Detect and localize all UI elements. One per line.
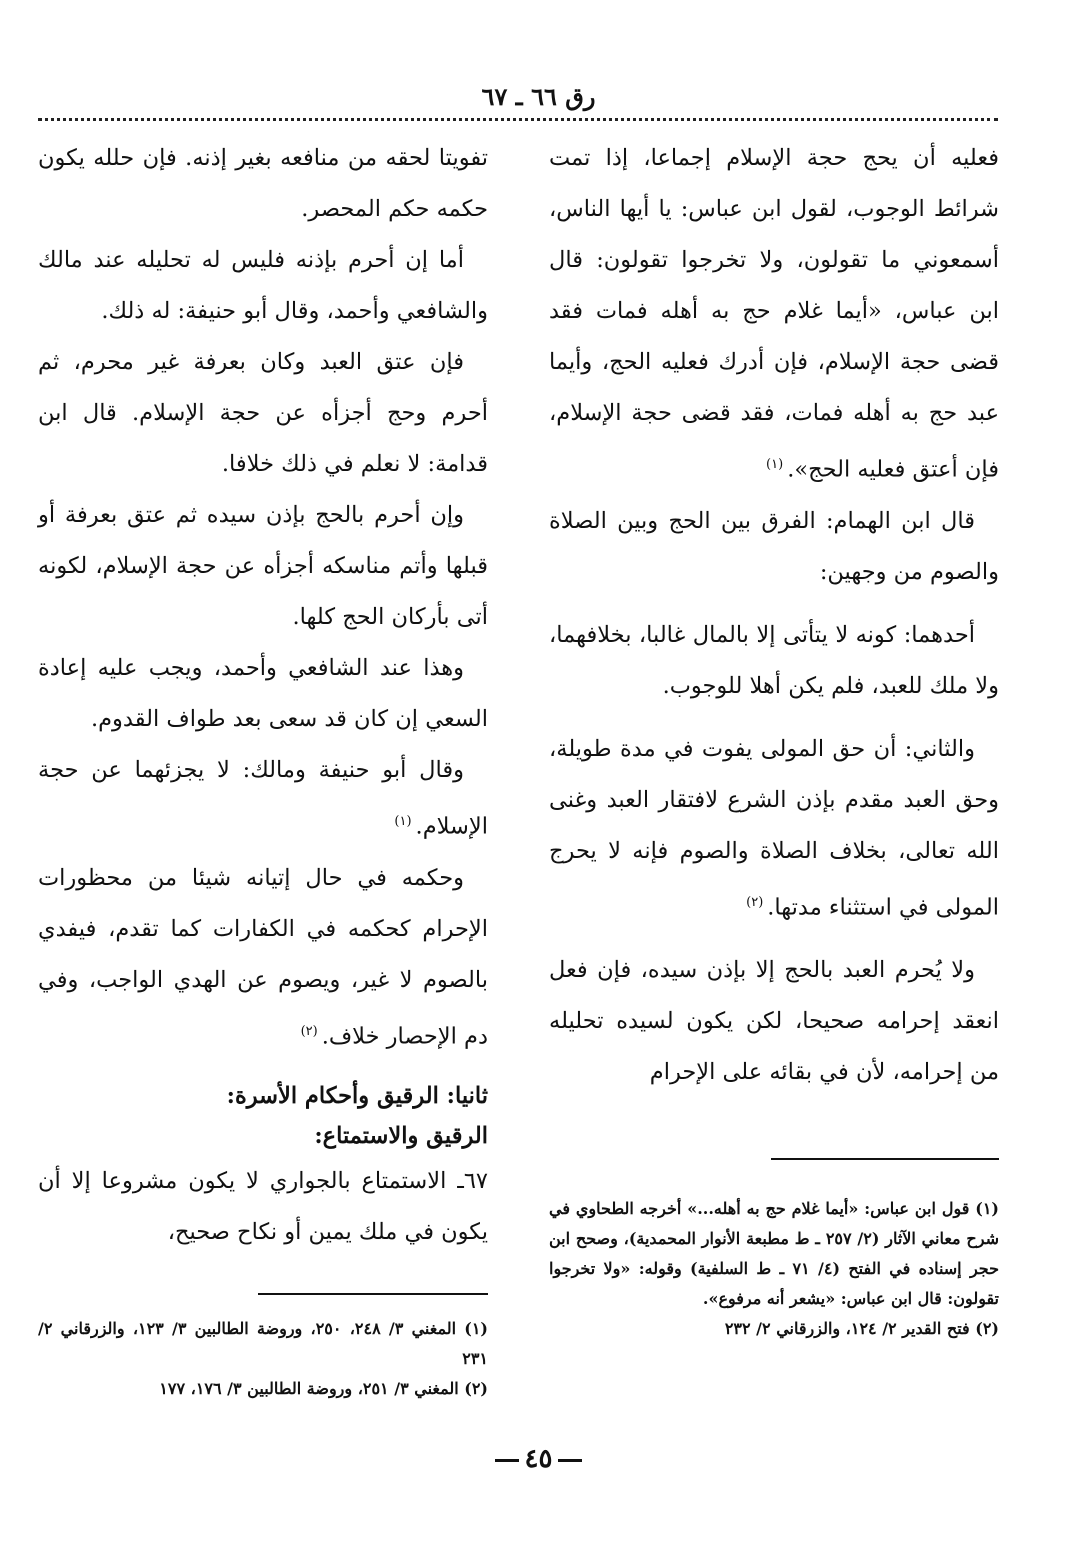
footnote-mark: (١)	[394, 814, 412, 829]
footnote-mark: (٢)	[746, 894, 764, 910]
footnote: (٢) المغني ٣/ ٢٥١، وروضة الطالبين ٣/ ١٧٦، ١٧٧	[159, 1379, 488, 1398]
paragraph: وهذا عند الشافعي وأحمد، ويجب عليه إعادة السعي إن كان قد سعى بعد طواف القدوم.	[38, 655, 488, 732]
footnote-mark: (٢)	[300, 1023, 318, 1039]
right-column	[549, 133, 999, 1098]
page-number	[0, 1444, 1077, 1474]
paragraph: أما إن أحرم بإذنه فليس له تحليله عند مالك والشافعي وأحمد، وقال أبو حنيفة: له ذلك.	[38, 247, 488, 324]
dash-decoration	[495, 1459, 519, 1462]
footnote: (١) المغني ٣/ ٢٤٨، ٢٥٠، وروضة الطالبين ٣/ ١٢٣، والزرقاني ٢/ ٢٣١	[38, 1319, 488, 1368]
paragraph: تفويتا لحقه من منافعه بغير إذنه. فإن حلله يكون حكمه حكم المحصر.	[38, 145, 488, 222]
running-title: رق ٦٦ ـ ٦٧	[481, 82, 596, 111]
section-heading: ثانيا: الرقيق وأحكام الأسرة:	[226, 1083, 488, 1109]
left-column	[38, 133, 488, 1258]
footnote-rule	[771, 1158, 999, 1160]
footnote: (٢) فتح القدير ٢/ ١٢٤، والزرقاني ٢/ ٢٣٢	[724, 1319, 999, 1338]
paragraph: ولا يُحرم العبد بالحج إلا بإذن سيده، فإن فعل انعقد إحرامه صحيحا، لكن يكون لسيده تحليله من إحرامه، لأن في بقائه على الإحرام	[549, 957, 999, 1085]
header-dotted-rule	[38, 118, 998, 121]
paragraph	[38, 853, 488, 1063]
footnote: (١) قول ابن عباس: «أيما غلام حج به أهله...» أخرجه الطحاوي في شرح معاني الآثار (٢/ ٢٥٧ ـ ط مطبعة الأنوار المحمدية)، وصحح ابن حجر إسناده في الفتح (٤/ ٧١ ـ ط السلفية) وقوله: «ولا تخرجوا تقولون: قال ابن عباس: «يشعر أنه مرفوع».	[549, 1199, 1000, 1308]
paragraph	[38, 745, 488, 853]
paragraph-text: وحكمه في حال إتيانه شيئا من محظورات الإحرام كحكمه في الكفارات كما تقدم، فيفدي بالصوم لا غير، ويصوم عن الهدي الواجب، وفي دم الإحصار خلاف.	[38, 864, 488, 1049]
dash-decoration	[558, 1459, 582, 1462]
paragraph	[549, 724, 999, 934]
paragraph-text: فعليه أن يحج حجة الإسلام إجماعا، إذا تمت شرائط الوجوب، لقول ابن عباس: يا أيها الناس، أسمعوني ما تقولون، ولا تخرجوا تقولون: قال ابن عباس، «أيما غلام حج به أهله فمات فقد قضى حجة الإسلام، فإن أدرك فعليه الحج، وأيما عبد حج به أهله فمات، فقد قضى حجة الإسلام، فإن أعتق فعليه الحج».	[549, 145, 999, 483]
subsection-heading: الرقيق والاستمتاع:	[314, 1123, 488, 1149]
left-footnotes	[38, 1314, 488, 1404]
footnote-mark: (١)	[766, 457, 784, 472]
paragraph-text: والثاني: أن حق المولى يفوت في مدة طويلة، وحق العبد مقدم بإذن الشرع لافتقار العبد وغنى الله تعالى، بخلاف الصلاة والصوم فإنه لا يحرج المولى في استثناء مدتها.	[549, 735, 999, 920]
page-number-text: ٤٥	[524, 1444, 553, 1474]
right-footnotes	[549, 1194, 999, 1344]
paragraph	[549, 133, 999, 496]
footnote-rule	[258, 1293, 488, 1295]
paragraph: وإن أحرم بالحج بإذن سيده ثم عتق بعرفة أو قبلها وأتم مناسكه أجزأه عن حجة الإسلام، لكونه أتى بأركان الحج كلها.	[38, 502, 488, 630]
paragraph: قال ابن الهمام: الفرق بين الحج وبين الصلاة والصوم من وجهين:	[549, 507, 999, 585]
paragraph: أحدهما: كونه لا يتأتى إلا بالمال غالبا، بخلافهما، ولا ملك للعبد، فلم يكن أهلا للوجوب.	[549, 621, 999, 699]
paragraph-text: وقال أبو حنيفة ومالك: لا يجزئهما عن حجة الإسلام.	[38, 757, 488, 840]
paragraph: فإن عتق العبد وكان بعرفة غير محرم، ثم أحرم وحج أجزأه عن حجة الإسلام. قال ابن قدامة: لا نعلم في ذلك خلافا.	[38, 349, 488, 477]
article-67: ٦٧ـ الاستمتاع بالجواري لا يكون مشروعا إلا أن يكون في ملك يمين أو نكاح صحيح،	[38, 1168, 488, 1245]
